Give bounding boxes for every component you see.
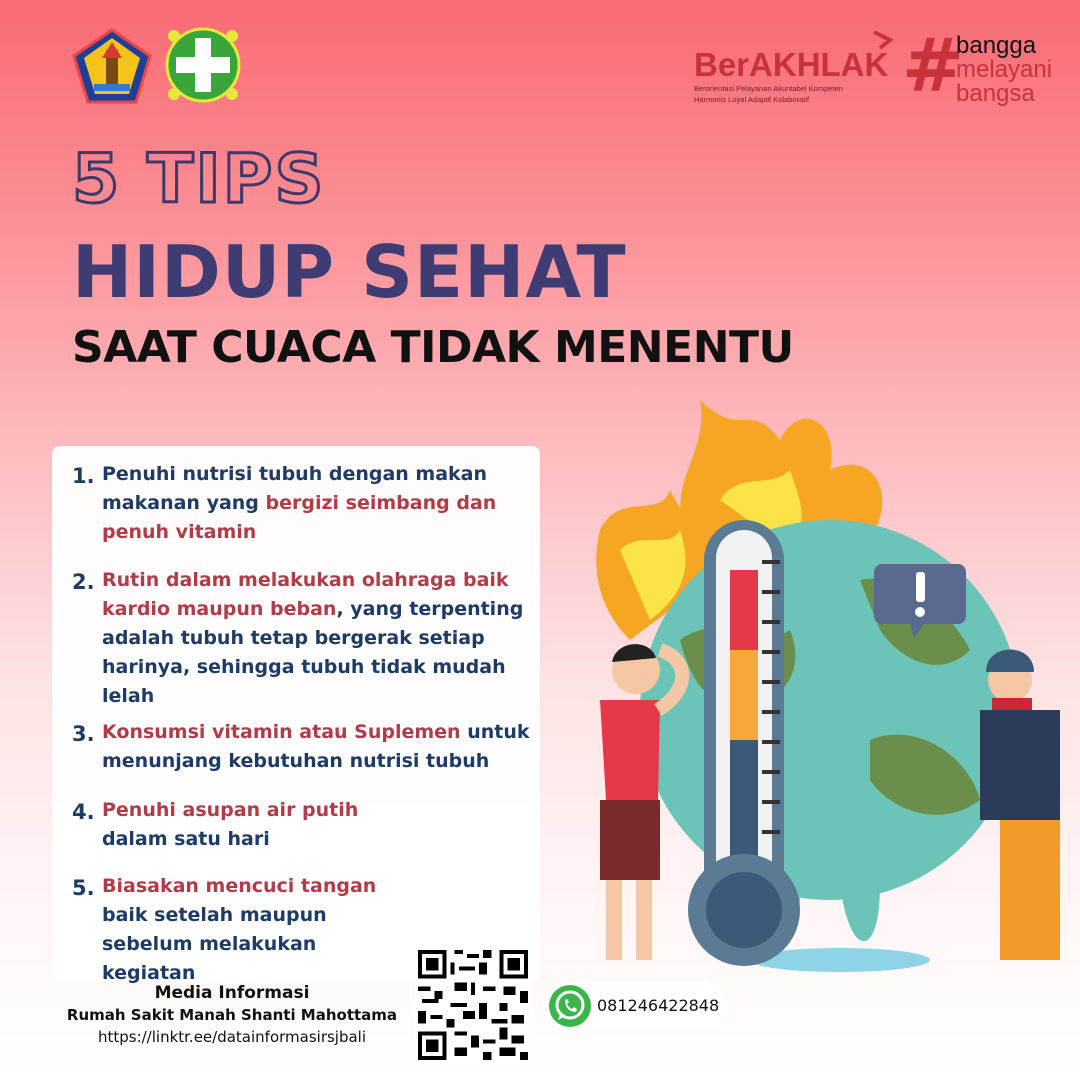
tip-number: 2. (72, 570, 95, 594)
tip-text-tail: dalam satu hari (102, 828, 270, 850)
berakhlak-chevron-icon (872, 30, 894, 54)
tips-card (52, 446, 540, 982)
footer-media-informasi: Media Informasi (154, 983, 310, 1003)
tip-item-5 (72, 872, 402, 988)
berakhlak-title: BerAKHLAK (694, 46, 889, 83)
green-cross-hospital-icon (164, 26, 242, 104)
tip-text-tail: untuk menunjang kebutuhan nutrisi tubuh (102, 721, 530, 772)
tip-item-1 (72, 460, 542, 547)
berakhlak-subtitle-1: Berorientasi Pelayanan Akuntabel Kompeten (694, 84, 843, 93)
tip-item-3 (72, 718, 542, 776)
footer-hospital-name: Rumah Sakit Manah Shanti Mahottama (66, 1006, 398, 1024)
bangga-line-1: bangga (956, 32, 1037, 59)
tip-highlight: Penuhi asupan air putih (102, 799, 359, 821)
tip-number: 3. (72, 722, 95, 746)
qr-code[interactable] (414, 946, 532, 1064)
footer-link[interactable]: https://linktr.ee/datainformasirsjbali (97, 1028, 367, 1046)
tip-item-2 (72, 566, 542, 711)
whatsapp-number: 081246422848 (597, 996, 720, 1015)
tip-number: 4. (72, 800, 95, 824)
berakhlak-subtitle-2: Harmonis Loyal Adaptif Kolaboratif (694, 95, 810, 104)
illustration (540, 380, 1080, 980)
tip-number: 5. (72, 876, 95, 900)
tip-highlight: Rutin dalam melakukan olahraga baik kardio maupun beban (102, 569, 509, 620)
tip-number: 1. (72, 464, 95, 488)
tip-highlight: Konsumsi vitamin atau Suplemen (102, 721, 461, 743)
bali-province-crest-icon (72, 28, 152, 104)
tip-highlight: Biasakan mencuci tangan (102, 875, 377, 897)
headline-sub: SAAT CUACA TIDAK MENENTU (72, 322, 794, 373)
bangga-hash: # (902, 23, 965, 109)
whatsapp-icon (548, 984, 592, 1028)
headline-main: HIDUP SEHAT (72, 230, 627, 314)
tip-item-4 (72, 796, 402, 854)
headline-tips: 5 TIPS (72, 140, 326, 219)
bangga-line-2: melayani (956, 56, 1053, 83)
tip-text-tail: baik setelah maupun sebelum melakukan kegiatan (102, 904, 327, 984)
bangga-line-3: bangsa (956, 80, 1035, 107)
tip-text-tail: , yang terpenting adalah tubuh tetap bergerak setiap harinya, sehingga tubuh tidak mudah lelah (102, 598, 524, 707)
tip-text: Penuhi nutrisi tubuh dengan makan makanan yang (102, 463, 488, 514)
tip-highlight: bergizi seimbang dan penuh vitamin (102, 492, 497, 543)
